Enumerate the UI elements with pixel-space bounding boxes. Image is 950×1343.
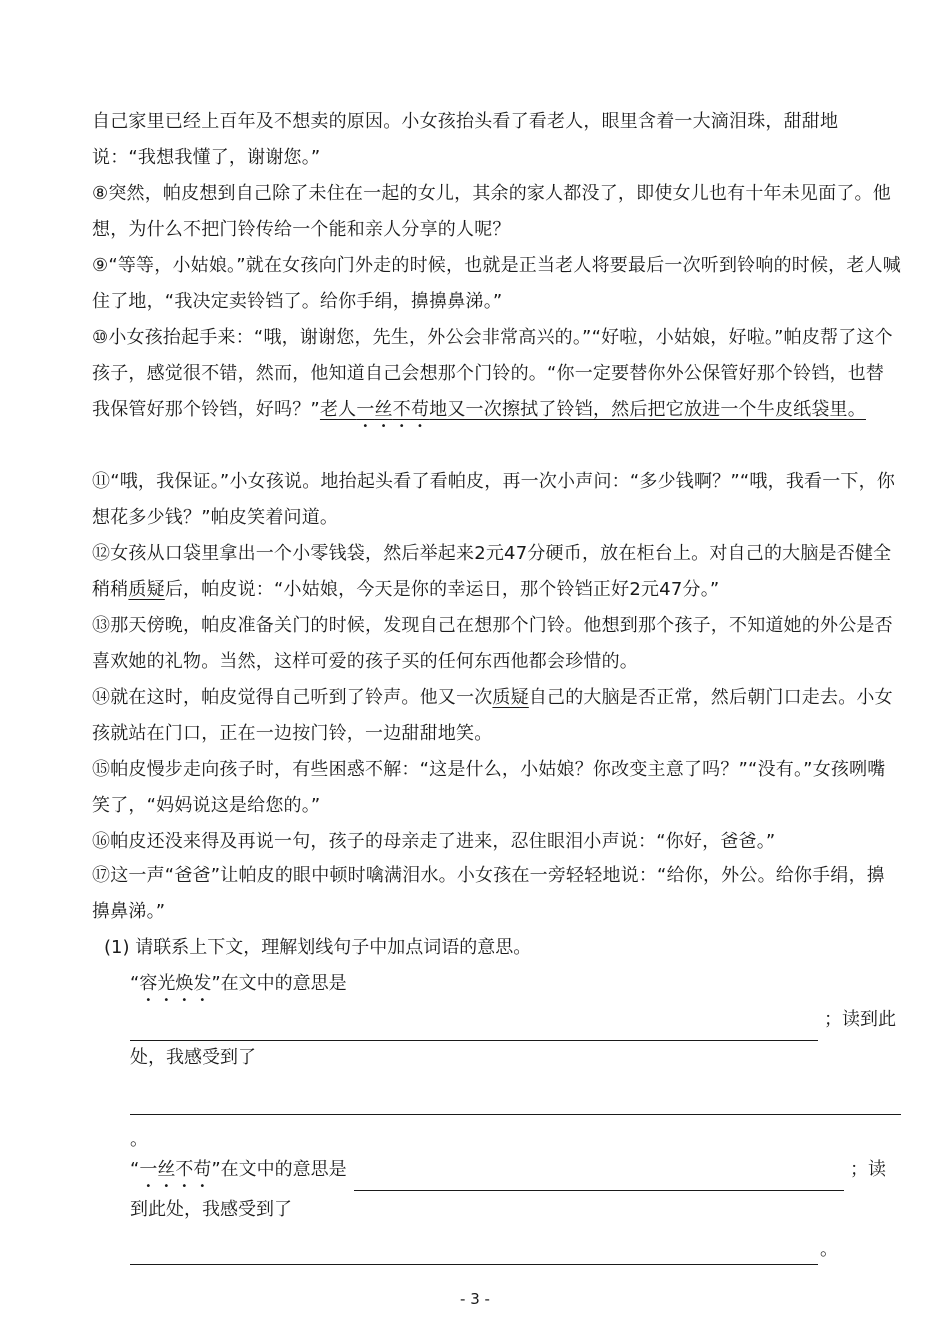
word-2-label	[130, 1152, 347, 1188]
question-1-prompt	[104, 930, 531, 966]
dotted-char-si: 丝	[374, 399, 393, 420]
paragraph-12-text-a: ⑫女孩从口袋里拿出一个小零钱袋，然后举起来2元47分硬币，放在柜台上。对自己的大脑是否健全稍稍	[92, 543, 892, 600]
paragraph-12-text-b: 后，帕皮说：“小姑娘，今天是你的幸运日，那个铃铛正好2元47分。”	[164, 579, 720, 600]
paragraph-16-text: ⑯帕皮还没来得及再说一句，孩子的母亲走了进来，忍住眼泪小声说：“你好，爸爸。”	[92, 831, 776, 852]
paragraph-12	[92, 536, 902, 608]
underlined-text-end: 地又一次擦拭了铃铛，然后把它放进一个牛皮纸袋里。	[429, 399, 866, 420]
paragraph-9	[92, 248, 902, 320]
paragraph-15-text: ⑮帕皮慢步走向孩子时，有些困惑不解：“这是什么，小姑娘？你改变主意了吗？”“没有。”女孩咧嘴笑了，“妈妈说这是给您的。”	[92, 759, 886, 816]
word-2-end	[820, 1232, 838, 1268]
paragraph-11-text: ⑪“哦，我保证。”小女孩说。地抬起头看了看帕皮，再一次小声问：“多少钱啊？”“哦，我看一下，你想花多少钱？”帕皮笑着问道。	[92, 471, 896, 528]
underlined-word-zhiyi: 质疑	[128, 579, 165, 600]
period-mark: 。	[130, 1129, 148, 1150]
word-2-feel-text: 到此处，我感受到了	[130, 1199, 292, 1220]
dotted-char-bu-2: 不	[175, 1159, 194, 1180]
paragraph-7-end	[92, 104, 902, 176]
paragraph-10	[92, 320, 902, 428]
paragraph-13	[92, 608, 902, 680]
period-mark-2: 。	[820, 1239, 838, 1260]
dotted-char-bu: 不	[392, 399, 411, 420]
answer-blank-2b[interactable]	[130, 1264, 818, 1265]
underlined-text-start: 老人	[319, 399, 357, 420]
dotted-char-guang: 光	[157, 973, 176, 994]
word-1-label	[130, 966, 347, 1002]
question-1-text: (1) 请联系上下文，理解划线句子中加点词语的意思。	[104, 937, 532, 958]
dotted-char-yi-2: 一	[139, 1159, 158, 1180]
dotted-char-yi: 一	[356, 399, 375, 420]
paragraph-17	[92, 858, 902, 930]
paragraph-7-text: 自己家里已经上百年及不想卖的原因。小女孩抬头看了看老人，眼里含着一大滴泪珠，甜甜地说：“我想我懂了，谢谢您。”	[92, 111, 839, 168]
word-1-tail-text: ；读到此	[824, 1009, 896, 1030]
paragraph-14	[92, 680, 902, 752]
word-2-feel-label	[130, 1192, 292, 1228]
word-1-meaning-label: ”在文中的意思是	[211, 973, 347, 994]
page-number: - 3 -	[460, 1290, 490, 1308]
underlined-word-zhiyi-2: 质疑	[492, 687, 529, 708]
word-2-tail	[850, 1152, 886, 1188]
word-1-feel-text: 处，我感受到了	[130, 1047, 256, 1068]
paragraph-8-text: ⑧突然，帕皮想到自己除了未住在一起的女儿，其余的家人都没了，即使女儿也有十年未见面了。他想，为什么不把门铃传给一个能和亲人分享的人呢？	[92, 183, 891, 240]
dotted-char-gou: 苟	[410, 399, 430, 420]
paragraph-15	[92, 752, 902, 824]
dotted-char-rong: 容	[139, 973, 158, 994]
paragraph-16	[92, 824, 902, 860]
paragraph-9-text: ⑨“等等，小姑娘。”就在女孩向门外走的时候，也就是正当老人将要最后一次听到铃响的时候，老人喊住了地，“我决定卖铃铛了。给你手绢，擤擤鼻涕。”	[92, 255, 901, 312]
answer-blank-1b[interactable]	[130, 1114, 901, 1115]
paragraph-13-text: ⑬那天傍晚，帕皮准备关门的时候，发现自己在想那个门铃。他想到那个孩子，不知道她的外公是否喜欢她的礼物。当然，这样可爱的孩子买的任何东西他都会珍惜的。	[92, 615, 893, 672]
paragraph-8	[92, 176, 902, 248]
dotted-char-gou-2: 苟	[193, 1159, 212, 1180]
underlined-sentence	[320, 399, 866, 420]
dotted-char-huan: 焕	[175, 973, 194, 994]
paragraph-11	[92, 464, 902, 536]
word-1-feel-label	[130, 1040, 256, 1076]
quote-open-2: “	[130, 1159, 140, 1180]
paragraph-10-text: ⑩小女孩抬起手来：“哦，谢谢您，先生，外公会非常高兴的。”“好啦，小姑娘，好啦。”帕皮帮了这个孩子，感觉很不错，然而，他知道自己会想那个门铃的。“你一定要替你外公保管好那个铃铛，也替我保管好那个铃铛，好吗？”	[92, 327, 893, 420]
quote-open: “	[130, 973, 140, 994]
dotted-char-fa: 发	[193, 973, 212, 994]
answer-blank-2a[interactable]	[354, 1190, 844, 1191]
word-1-tail	[824, 1002, 896, 1038]
paragraph-17-text: ⑰这一声“爸爸”让帕皮的眼中顿时噙满泪水。小女孩在一旁轻轻地说：“给你，外公。给你手绢，擤擤鼻涕。”	[92, 865, 885, 922]
word-2-tail-text: ；读	[850, 1159, 886, 1180]
word-2-meaning-label: ”在文中的意思是	[211, 1159, 347, 1180]
dotted-char-si-2: 丝	[157, 1159, 176, 1180]
paragraph-14-text-b: 自己的大脑是否正常，然后朝门口走去。小女孩就站在门口，正在一边按门铃，一边甜甜地笑。	[92, 687, 893, 744]
paragraph-14-text-a: ⑭就在这时，帕皮觉得自己听到了铃声。他又一次	[92, 687, 493, 708]
